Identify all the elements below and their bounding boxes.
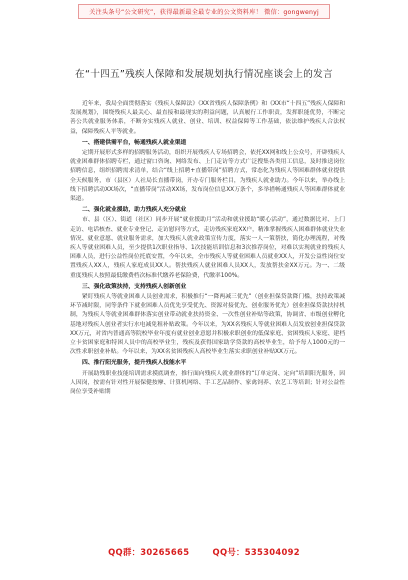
section-paragraph-3: 紧盯残疾人等就业困难人员创业需求，积极推行“一降两减三优先”（创业担保贷款降门槛，扶持政策减环节减时限，同等条件下就业困难人员优先享受优先、资源对接优先、创业服务优先）创业担保贷款扶持机制，为残疾人等就业困难群体落实创业带动就业扶持资金、一次性创业补贴等政策，协调省、市级创业孵化基地对残疾人创业者实行水电减免租补贴政策。今年以来，为XX名残疾人等就业困难人员发放创业担保贷款XX万元，对省内普通高等院校毕业年度有就业创业意愿并积极求职创业的低保家庭、贫困残疾人家庭、建档立卡贫困家庭和特困人员中的高校毕业生，残疾及获得国家助学贷款的高校毕业生，给予每人1000元的一次性求职创业补贴。今年以来，为XX名贫困残疾人高校毕业生落实求职创业补贴XX万元。 <box>70 294 345 356</box>
document-title: 在“十四五”残疾人保障和发展规划执行情况座谈会上的发言 <box>75 69 333 80</box>
intro-paragraph: 近年来，我局全面贯彻落实《残疾人保障法》《XX省残疾人保障条例》和《XX市“十四五”残疾人保障和发展规划》，围绕残疾人最关心、最直接和最现实的利益问题，认真履行工作职责，发挥职能优势，不断完善公共就业服务体系，不断夯实残疾人就业、创业、培训、权益保障等工作基础，依法维护残疾人合法权益，保障残疾人平等就业。 <box>70 101 345 135</box>
section-paragraph-4: 开展助残职业技能培训需求摸底调查，推行面向残疾人就业群体的“订单定岗、定向”培训阳光服务，因人因岗，按需有针对性开展保健按摩、计算机网络、手工艺品制作、家禽饲养、农艺工等培训；针对公益性岗位享受补贴期 <box>70 370 345 396</box>
document-body <box>70 100 345 397</box>
top-notice-bar <box>0 0 408 22</box>
top-notice-text: 关注头条号“公文研究”，获得最新最全最专业的公文资料库！ 微信：gongwenyj <box>78 4 330 19</box>
section-paragraph-2: 市、县（区）、街道（社区）同步开展“就业援助月”活动和就业援助“暖心活动”，通过数据比对、上门走访、电话核查、就业专业登记、走访慰问等方式，走访残疾家庭XX户，精准掌握残疾人困难群体就业失业情况、就业意愿、就业服务需求，加大残疾人就业政策宣传力度，落实一人一策帮扶，简化办理流程，对残疾人等就业困难人员，至少提供1次职业指导、1次技能培训信息和3次推荐岗位，对难以实现就业的残疾人困难人员，进行公益性岗位托底安置，今年以来，全市残疾人等就业困难人员就业XX人，开发公益性岗位安置残疾人XX人，残疾人家庭成员XX人。帮扶残疾人就业困难人员XX人，发放帮扶金XX万元。为一、二级重度残疾人按照最低缴费档次标准代缴养老保险费，代缴率100%。 <box>70 217 345 279</box>
section-heading-2: 二、强化就业援助，助力残疾人充分就业 <box>82 207 187 214</box>
footer-qq-group: QQ群：30265665 <box>108 547 190 557</box>
section-paragraph-1: 定期开展形式多样的招聘服务活动，组织开展残疾人专场招聘会，依托XX网和线上公众号，开辟残疾人就业困难群体招聘专栏，通过窗口咨询、网络发布、上门走访等方式广泛搜集各类用工信息，及时推送岗位招聘信息，组织招聘需求清单，结合“线上招聘+直播带岗”招聘方式，常态化为残疾人等困难群体就业提供全天候服务，市（县区）人社局长直播带岗，开办专门服务栏目，为残疾人就业助力。今年以来，举办线上线下招聘活动XX场次，“直播带岗”活动XX场，发布岗位信息XX万条个，多举措畅通残疾人等困难群体就业渠道。 <box>70 150 346 203</box>
footer-qq-number: QQ号：535304092 <box>212 547 300 557</box>
section-heading-3: 三、强化政策扶持，支持残疾人创新创业 <box>82 283 187 290</box>
section-heading-4: 四、推行阳光服务，提升残疾人技能水平 <box>82 360 187 367</box>
section-heading-1: 一、搭建供需平台，畅通残疾人就业渠道 <box>82 139 187 146</box>
footer-contact <box>0 546 408 558</box>
